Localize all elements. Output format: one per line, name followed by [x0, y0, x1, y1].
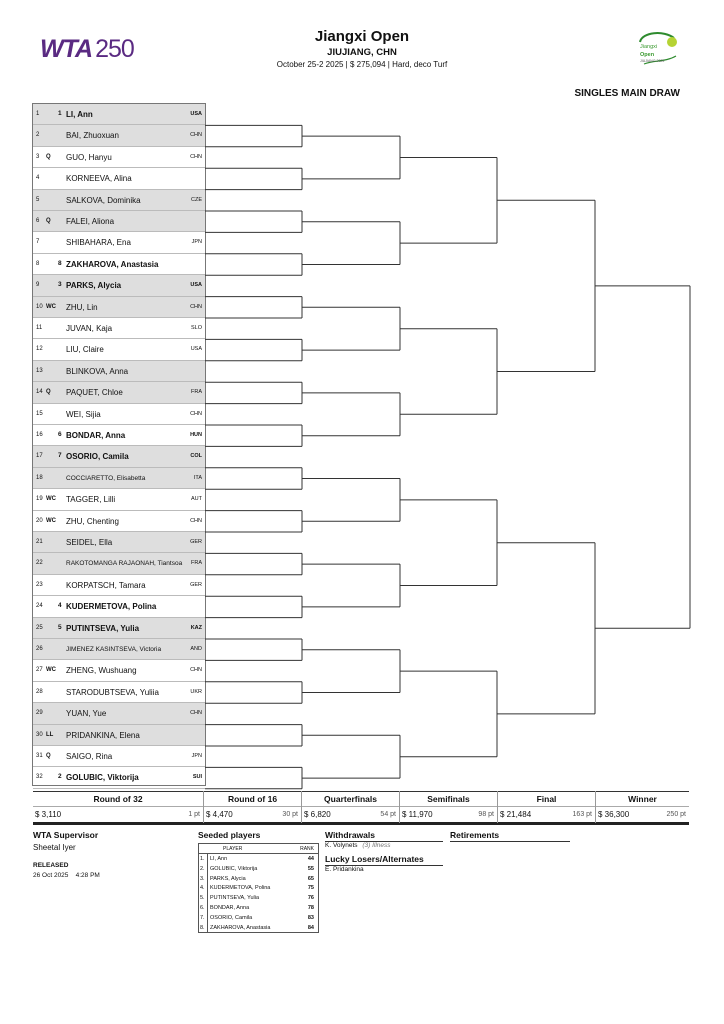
lucky-losers-heading: Lucky Losers/Alternates	[325, 854, 443, 866]
player-country: USA	[190, 282, 202, 289]
player-name: OSORIO, Camila	[66, 452, 129, 462]
player-country: USA	[190, 346, 202, 353]
withdrawals-heading: Withdrawals	[325, 830, 443, 842]
player-name: BONDAR, Anna	[66, 431, 126, 440]
player-name: SEIDEL, Ella	[66, 538, 113, 547]
round-cell	[302, 791, 400, 823]
round-cell	[498, 791, 596, 823]
seeded-row: 4. KUDERMETOVA, Polina 75	[200, 885, 314, 892]
player-name: GOLUBIC, Viktorija	[66, 773, 139, 783]
player-name: PARKS, Alycia	[66, 281, 122, 291]
seeded-table-header: PLAYER RANK	[199, 844, 318, 854]
round-cell	[33, 791, 204, 823]
player-country: CHN	[190, 132, 202, 139]
ranking-points: 30 pt	[282, 811, 298, 818]
player-country: HUN	[190, 432, 202, 438]
seeded-row: 3. PARKS, Alycia 65	[200, 875, 314, 882]
seeded-row: 8. ZAKHAROVA, Anastasia 84	[200, 924, 314, 931]
player-name: SAIGO, Rina	[66, 752, 113, 761]
draw-slot: 20 WC ZHU, Chenting CHN	[33, 511, 205, 532]
player-name: LIU, Claire	[66, 345, 104, 355]
player-country: SLO	[190, 325, 202, 331]
draw-slot: 29 YUAN, Yue CHN	[33, 703, 205, 724]
tournament-title: Jiangxi Open	[314, 28, 410, 45]
draw-slot: 7 SHIBAHARA, Ena JPN	[33, 232, 205, 253]
player-country: CHN	[190, 410, 202, 417]
draw-slot: 8 8 ZAKHAROVA, Anastasia	[33, 254, 205, 275]
round-name: Semifinals	[427, 794, 470, 804]
player-name: FALEI, Aliona	[66, 217, 115, 226]
seeded-heading: Seeded players	[198, 830, 261, 840]
player-country: GER	[190, 539, 202, 545]
draw-slot: 26 JIMENEZ KASINTSEVA, Victoria AND	[33, 639, 205, 660]
player-name: PUTINTSEVA, Yulia	[66, 623, 140, 633]
draw-slot: 12 LIU, Claire USA	[33, 339, 205, 360]
draw-slot: 18 COCCIARETTO, Elisabetta ITA	[33, 468, 205, 489]
player-name: JUVAN, Kaja	[66, 324, 113, 333]
player-name: STARODUBTSEVA, Yuliia	[66, 687, 159, 697]
draw-slot: 3 Q GUO, Hanyu CHN	[33, 147, 205, 168]
player-country: CHN	[190, 303, 202, 310]
player-name: TAGGER, Lilli	[66, 495, 116, 505]
seeded-row: 6. BONDAR, Anna 78	[200, 904, 314, 911]
player-name: PAQUET, Chloe	[66, 388, 123, 398]
player-name: GUO, Hanyu	[66, 152, 112, 162]
seeded-row: 7. OSORIO, Camila 83	[200, 914, 314, 921]
player-name: LI, Ann	[66, 110, 93, 119]
draw-slot: 6 Q FALEI, Aliona	[33, 211, 205, 232]
player-name: ZHENG, Wushuang	[66, 666, 137, 676]
draw-slot: 32 2 GOLUBIC, Viktorija SUI	[33, 767, 205, 788]
player-country: AND	[190, 646, 202, 652]
draw-slot: 19 WC TAGGER, Lilli AUT	[33, 489, 205, 510]
seeded-row: 1. LI, Ann 44	[200, 856, 314, 862]
player-country: KAZ	[190, 624, 202, 631]
round-cell	[596, 791, 689, 823]
draw-slot: 23 KORPATSCH, Tamara GER	[33, 575, 205, 596]
round-name: Round of 16	[227, 794, 278, 804]
prize-money: $ 36,300	[598, 810, 630, 819]
player-name: SHIBAHARA, Ena	[66, 238, 131, 248]
draw-slot: 14 Q PAQUET, Chloe FRA	[33, 382, 205, 403]
player-name: RAKOTOMANGA RAJAONAH, Tiantsoa	[66, 560, 183, 568]
seeded-table	[198, 843, 319, 933]
draw-slot: 1 1 LI, Ann USA	[33, 104, 205, 125]
prize-money: $ 21,484	[500, 810, 532, 819]
player-name: BLINKOVA, Anna	[66, 366, 129, 376]
player-country: CHN	[190, 710, 202, 717]
retirements-heading: Retirements	[450, 830, 570, 842]
player-country: CHN	[190, 667, 202, 674]
player-country: ITA	[193, 474, 202, 481]
player-name: BAI, Zhuoxuan	[66, 131, 119, 141]
draw-slot: 31 Q SAIGO, Rina JPN	[33, 746, 205, 767]
draw-slot: 10 WC ZHU, Lin CHN	[33, 297, 205, 318]
player-country: JPN	[191, 753, 202, 759]
player-country: SUI	[192, 774, 202, 781]
round-name: Round of 32	[93, 794, 143, 804]
ranking-points: 250 pt	[666, 811, 686, 818]
draw-slot: 25 5 PUTINTSEVA, Yulia KAZ	[33, 618, 205, 639]
prize-money: $ 3,110	[35, 810, 62, 819]
supervisor-name: Sheetal Iyer	[33, 843, 76, 852]
player-name: SALKOVA, Dominika	[66, 195, 141, 205]
player-country: JPN	[191, 239, 202, 246]
player-name: YUAN, Yue	[66, 709, 107, 719]
player-country: CHN	[190, 153, 202, 160]
player-name: JIMENEZ KASINTSEVA, Victoria	[66, 646, 162, 653]
player-name: PRIDANKINA, Elena	[66, 730, 140, 740]
draw-slot: 21 SEIDEL, Ella GER	[33, 532, 205, 553]
player-name: KUDERMETOVA, Polina	[66, 602, 157, 612]
player-country: CHN	[190, 517, 202, 524]
player-name: ZHU, Lin	[66, 302, 98, 312]
prize-money: $ 4,470	[206, 810, 233, 819]
wta-logo: WTA 250	[40, 35, 134, 63]
player-country: CZE	[191, 196, 202, 203]
draw-title: SINGLES MAIN DRAW	[574, 88, 680, 99]
seeded-row: 2. GOLUBIC, Viktorija 55	[200, 865, 314, 872]
prize-money: $ 6,820	[304, 810, 331, 819]
player-name: ZAKHAROVA, Anastasia	[66, 259, 159, 269]
player-country: COL	[190, 453, 202, 460]
player-name: KORNEEVA, Alina	[66, 174, 132, 184]
released-label: RELEASED	[33, 862, 69, 869]
draw-slot: 24 4 KUDERMETOVA, Polina	[33, 596, 205, 617]
supervisor-heading: WTA Supervisor	[33, 830, 99, 840]
draw-slot: 11 JUVAN, Kaja SLO	[33, 318, 205, 339]
released-datetime: 26 Oct 2025 4:28 PM	[33, 872, 100, 879]
tournament-location: JIUJIANG, CHN	[327, 47, 397, 58]
player-country: AUT	[191, 496, 202, 503]
round-cell	[204, 791, 302, 823]
draw-slot: 15 WEI, Sijia CHN	[33, 404, 205, 425]
draw-slot: 30 LL PRIDANKINA, Elena	[33, 725, 205, 746]
round-name: Final	[536, 794, 557, 804]
draw-slot: 22 RAKOTOMANGA RAJAONAH, Tiantsoa FRA	[33, 553, 205, 574]
ranking-points: 54 pt	[380, 811, 396, 818]
withdrawal-entry: K. Volynets (3) Illness	[325, 842, 391, 849]
player-country: FRA	[191, 389, 202, 396]
event-logo: Jiangxi Open JIUJIANG 2025	[634, 30, 680, 68]
draw-slot: 4 KORNEEVA, Alina	[33, 168, 205, 189]
draw-slot: 2 BAI, Zhuoxuan CHN	[33, 125, 205, 146]
player-name: COCCIARETTO, Elisabetta	[66, 474, 146, 482]
ranking-points: 1 pt	[188, 811, 200, 818]
draw-slot: 13 BLINKOVA, Anna	[33, 361, 205, 382]
round-name: Quarterfinals	[324, 794, 377, 804]
lucky-loser-entry: E. Pridankina	[325, 866, 364, 873]
draw-slot: 17 7 OSORIO, Camila COL	[33, 446, 205, 467]
player-country: FRA	[191, 560, 202, 567]
seeded-row: 5. PUTINTSEVA, Yulia 76	[200, 895, 314, 902]
draw-slot: 9 3 PARKS, Alycia USA	[33, 275, 205, 296]
player-name: ZHU, Chenting	[66, 516, 119, 526]
ranking-points: 163 pt	[572, 811, 592, 818]
draw-slot: 5 SALKOVA, Dominika CZE	[33, 190, 205, 211]
draw-slot: 27 WC ZHENG, Wushuang CHN	[33, 660, 205, 681]
tournament-info: October 25-2 2025 | $ 275,094 | Hard, deco Turf	[276, 60, 448, 69]
prize-money: $ 11,970	[402, 810, 433, 819]
round-cell	[400, 791, 498, 823]
player-country: GER	[190, 581, 202, 588]
player-country: UKR	[190, 688, 202, 695]
player-name: KORPATSCH, Tamara	[66, 580, 146, 590]
player-country: USA	[190, 111, 202, 117]
ranking-points: 98 pt	[478, 811, 494, 818]
player-name: WEI, Sijia	[66, 409, 101, 419]
draw-slot: 28 STARODUBTSEVA, Yuliia UKR	[33, 682, 205, 703]
draw-slot: 16 6 BONDAR, Anna HUN	[33, 425, 205, 446]
round-name: Winner	[628, 794, 657, 804]
